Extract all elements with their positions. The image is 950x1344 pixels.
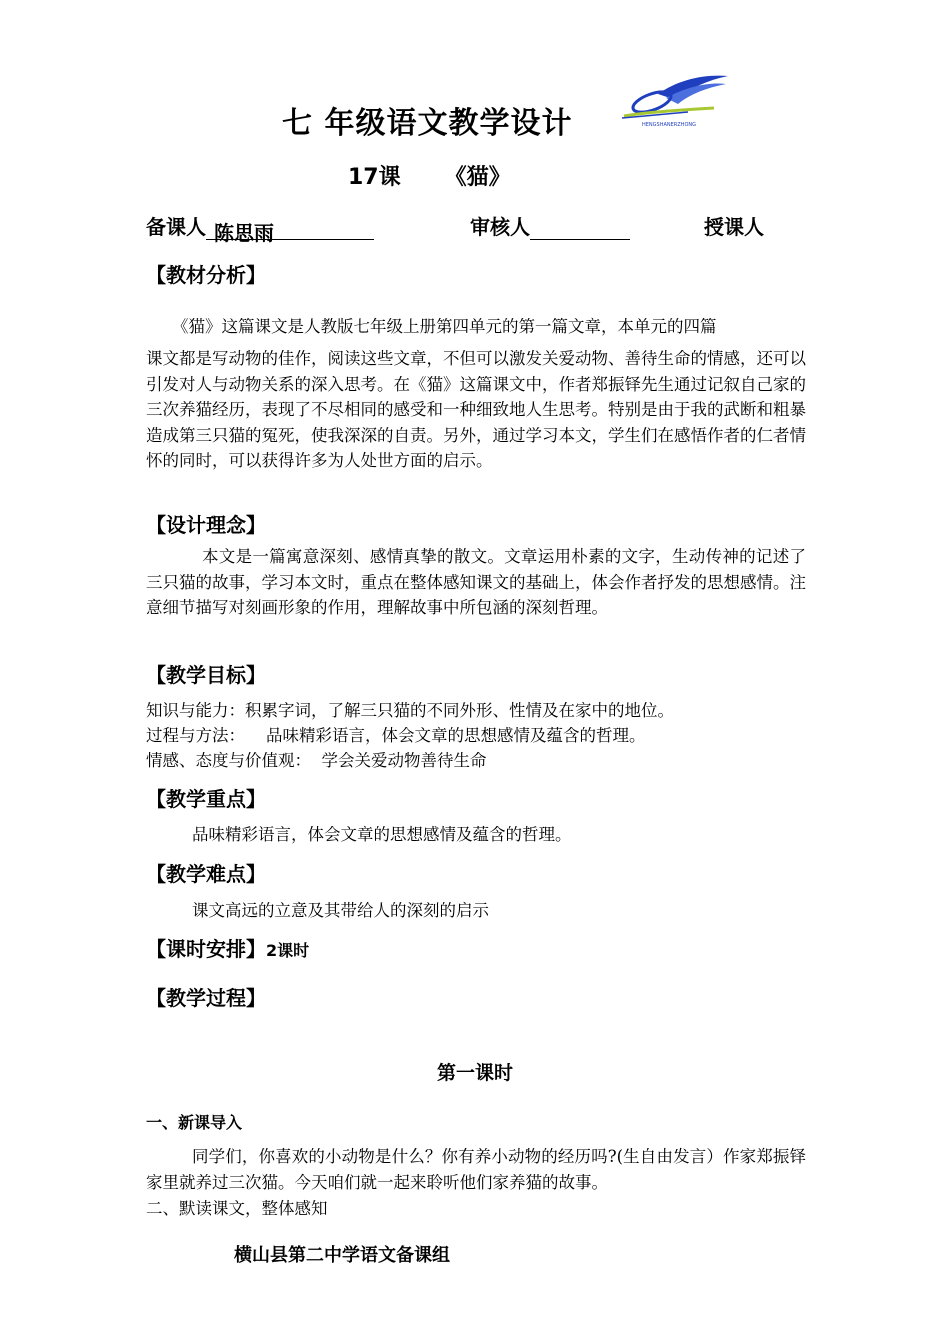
key-text: 品味精彩语言，体会文章的思想感情及蕴含的哲理。: [192, 825, 572, 844]
preparer-field: [146, 211, 374, 245]
goal-process: 过程与方法： 品味精彩语言，体会文章的思想感情及蕴含的哲理。: [146, 726, 646, 745]
difficult-heading: 【教学难点】: [146, 862, 266, 886]
hours-value: 2课时: [266, 941, 310, 960]
preparer-name: 陈思雨: [214, 221, 274, 245]
preparer-label: 备课人: [146, 215, 206, 239]
step1-paragraph: 同学们，你喜欢的小动物是什么？你有养小动物的经历吗?(生自由发言）作家郑振铎家里就养过三次猫。今天咱们就一起来聆听他们家养猫的故事。: [146, 1147, 806, 1192]
lesson-title: 《猫》: [444, 165, 511, 190]
reviewer-label: 审核人: [470, 215, 530, 239]
hours-label: 【课时安排】: [146, 937, 266, 961]
teacher-label: 授课人: [704, 215, 764, 239]
process-heading: 【教学过程】: [146, 986, 266, 1010]
period-title: 第一课时: [436, 1062, 513, 1084]
reviewer-field: [470, 211, 630, 240]
goals-heading: 【教学目标】: [146, 663, 266, 687]
goal-knowledge: 知识与能力：积累字词，了解三只猫的不同外形、性情及在家中的地位。: [146, 701, 674, 720]
analysis-paragraph: 课文都是写动物的佳作，阅读这些文章，不但可以激发关爱动物、善待生命的情感，还可以引发对人与动物关系的深入思考。在《猫》这篇课文中，作者郑振铎先生通过记叙自己家的三次养猫经历，表现了不尽相同的感受和一种细致地人生思考。特别是由于我的武断和粗暴造成第三只猫的冤死，使我深深的自责。另外，通过学习本文，学生们在感悟作者的仁者情怀的同时，可以获得许多为人处世方面的启示。: [146, 349, 806, 470]
lesson-heading: [348, 160, 511, 191]
lesson-number: 17课: [348, 165, 401, 190]
concept-heading: 【设计理念】: [146, 513, 266, 537]
concept-paragraph: 本文是一篇寓意深刻、感情真挚的散文。文章运用朴素的文字，生动传神的记述了三只猫的故事，学习本文时，重点在整体感知课文的基础上，体会作者抒发的思想感情。注意细节描写对刻画形象的作用，理解故事中所包涵的深刻哲理。: [146, 547, 806, 617]
analysis-first-line: 《猫》这篇课文是人教版七年级上册第四单元的第一篇文章，本单元的四篇: [172, 317, 717, 336]
hours-heading: [146, 933, 309, 962]
page-title: 七 年级语文教学设计: [282, 106, 573, 141]
logo-text: HENGSHANERZHONG: [642, 122, 696, 128]
difficult-text: 课文高远的立意及其带给人的深刻的启示: [192, 901, 489, 920]
analysis-heading: 【教材分析】: [146, 263, 266, 287]
goal-emotion: 情感、态度与价值观： 学会关爱动物善待生命: [146, 751, 487, 770]
school-logo: [618, 72, 730, 130]
step1-heading: 一、新课导入: [146, 1113, 243, 1132]
key-heading: 【教学重点】: [146, 787, 266, 811]
footer-text: 横山县第二中学语文备课组: [234, 1245, 450, 1266]
step2-heading: 二、默读课文，整体感知: [146, 1199, 328, 1218]
